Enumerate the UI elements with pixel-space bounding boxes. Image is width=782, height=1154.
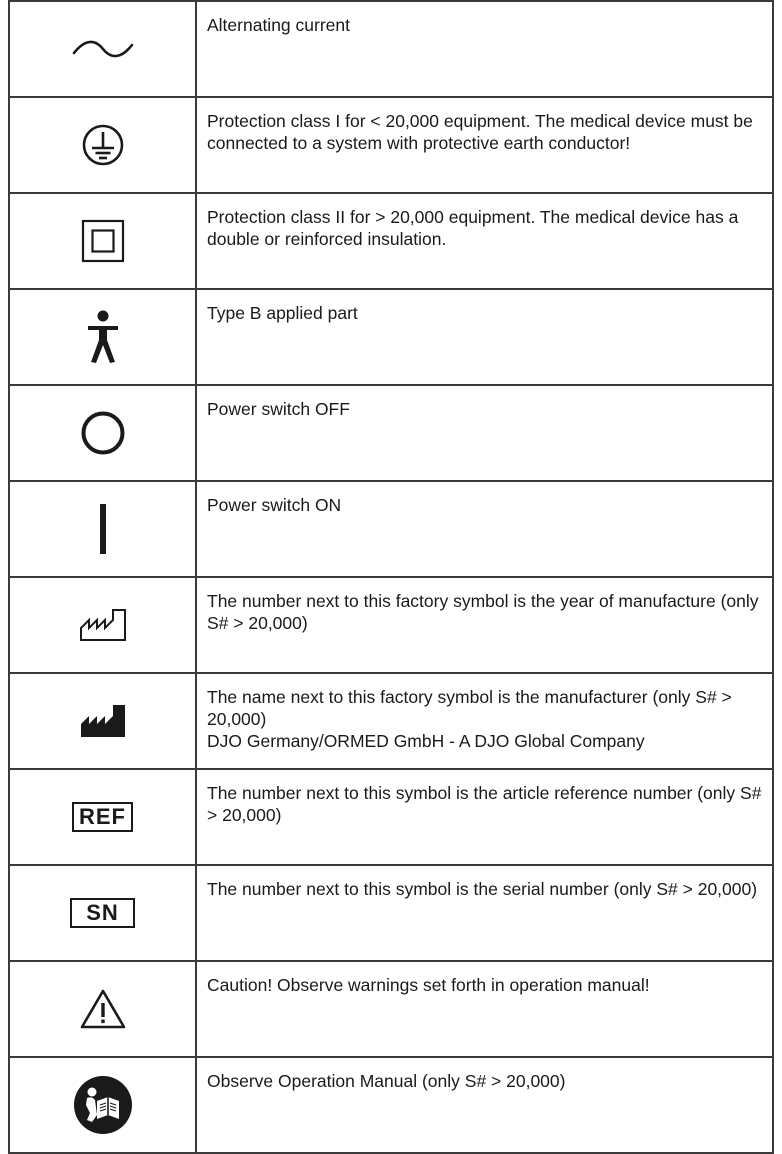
ref-icon: REF [72, 802, 133, 832]
description-text: The number next to this symbol is the serial number (only S# > 20,000) [207, 879, 758, 899]
description-cell [196, 865, 773, 961]
symbol-cell [9, 193, 196, 289]
description-text: Alternating current [207, 15, 350, 35]
symbol-cell [9, 769, 196, 865]
description-cell [196, 97, 773, 193]
type-b-applied-part-icon [86, 310, 120, 364]
table-row [9, 481, 773, 577]
description-text: Type B applied part [207, 303, 358, 323]
description-cell [196, 961, 773, 1057]
table-row [9, 769, 773, 865]
symbol-cell [9, 673, 196, 769]
protective-earth-icon [81, 123, 125, 167]
date-of-manufacture-icon [79, 608, 127, 642]
description-cell [196, 385, 773, 481]
description-text: Power switch ON [207, 495, 342, 515]
description-cell [196, 1, 773, 97]
power-off-icon [80, 410, 126, 456]
description-text: The number next to this factory symbol is the year of manufacture (only S# > 20,000) [207, 591, 759, 633]
power-on-icon [98, 504, 108, 554]
table-row [9, 961, 773, 1057]
symbol-cell [9, 1057, 196, 1153]
description-text: Caution! Observe warnings set forth in operation manual! [207, 975, 650, 995]
description-cell [196, 769, 773, 865]
description-cell [196, 193, 773, 289]
description-text: Protection class II for > 20,000 equipment. The medical device has a double or reinforced insulation. [207, 207, 739, 249]
table-row [9, 1, 773, 97]
symbol-cell [9, 97, 196, 193]
symbol-cell [9, 865, 196, 961]
symbol-cell [9, 289, 196, 385]
double-insulation-icon [81, 219, 125, 263]
symbol-cell [9, 1, 196, 97]
alternating-current-icon [71, 37, 135, 61]
description-text: The number next to this symbol is the article reference number (only S# > 20,000) [207, 783, 762, 825]
table-row [9, 865, 773, 961]
table-row [9, 385, 773, 481]
description-cell [196, 1057, 773, 1153]
symbol-cell [9, 577, 196, 673]
table-row [9, 1057, 773, 1153]
description-cell [196, 577, 773, 673]
description-text: Observe Operation Manual (only S# > 20,000) [207, 1071, 566, 1091]
symbol-table [8, 0, 774, 1154]
manufacturer-icon [79, 704, 127, 738]
table-row [9, 97, 773, 193]
description-cell [196, 289, 773, 385]
symbol-cell [9, 961, 196, 1057]
sn-icon: SN [70, 898, 135, 928]
description-cell [196, 481, 773, 577]
table-row [9, 673, 773, 769]
table-row [9, 577, 773, 673]
description-text: Protection class I for < 20,000 equipment. The medical device must be connected to a system with protective earth conductor! [207, 111, 753, 153]
symbol-cell [9, 385, 196, 481]
operation-manual-icon [73, 1075, 133, 1135]
description-text: The name next to this factory symbol is the manufacturer (only S# > 20,000) DJO Germany/ORMED GmbH - A DJO Global Company [207, 687, 732, 751]
table-row [9, 289, 773, 385]
symbol-cell [9, 481, 196, 577]
description-text: Power switch OFF [207, 399, 350, 419]
description-cell [196, 673, 773, 769]
table-row [9, 193, 773, 289]
caution-icon [79, 988, 127, 1030]
